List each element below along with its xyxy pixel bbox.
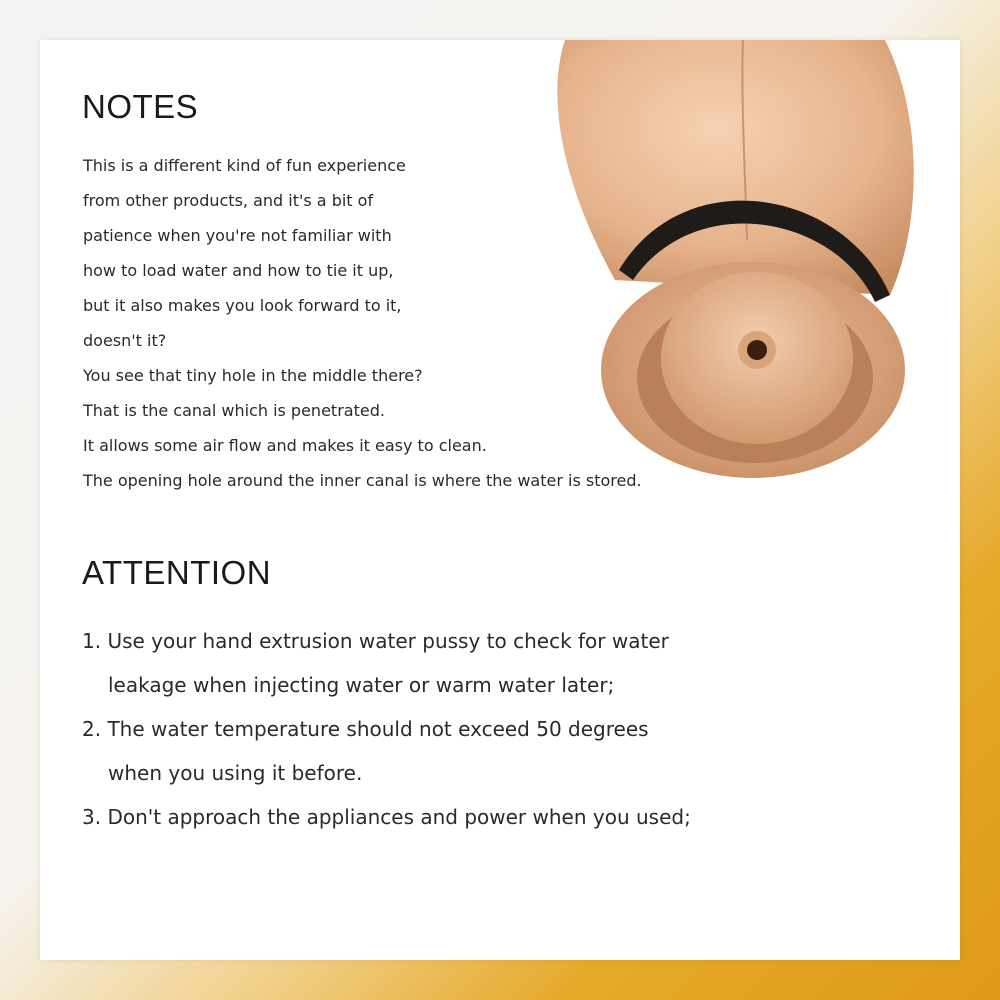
attention-item (82, 801, 691, 845)
attention-item-line: 2. The water temperature should not exceed 50 degrees (82, 717, 649, 741)
notes-line: That is the canal which is penetrated. (83, 401, 385, 420)
notes-line: but it also makes you look forward to it, (83, 296, 402, 315)
attention-item-line: 1. Use your hand extrusion water pussy to check for water (82, 629, 669, 653)
product-photo (545, 40, 925, 500)
notes-line: doesn't it? (83, 331, 167, 350)
attention-item-continuation: when you using it before. (108, 761, 363, 785)
notes-line: patience when you're not familiar with (83, 226, 392, 245)
attention-item (82, 625, 691, 713)
notes-line: The opening hole around the inner canal is where the water is stored. (83, 471, 642, 490)
attention-list (82, 625, 691, 845)
attention-item (82, 713, 691, 801)
notes-card (40, 40, 960, 960)
notes-line: It allows some air flow and makes it easy to clean. (83, 436, 487, 455)
notes-line: This is a different kind of fun experience (83, 156, 406, 175)
attention-heading: ATTENTION (82, 554, 272, 591)
attention-item-line: 3. Don't approach the appliances and power when you used; (82, 805, 691, 829)
notes-line: from other products, and it's a bit of (83, 191, 374, 210)
notes-line: You see that tiny hole in the middle there? (83, 366, 423, 385)
attention-item-continuation: leakage when injecting water or warm water later; (108, 673, 615, 697)
notes-heading: NOTES (82, 88, 199, 125)
notes-line: how to load water and how to tie it up, (83, 261, 394, 280)
